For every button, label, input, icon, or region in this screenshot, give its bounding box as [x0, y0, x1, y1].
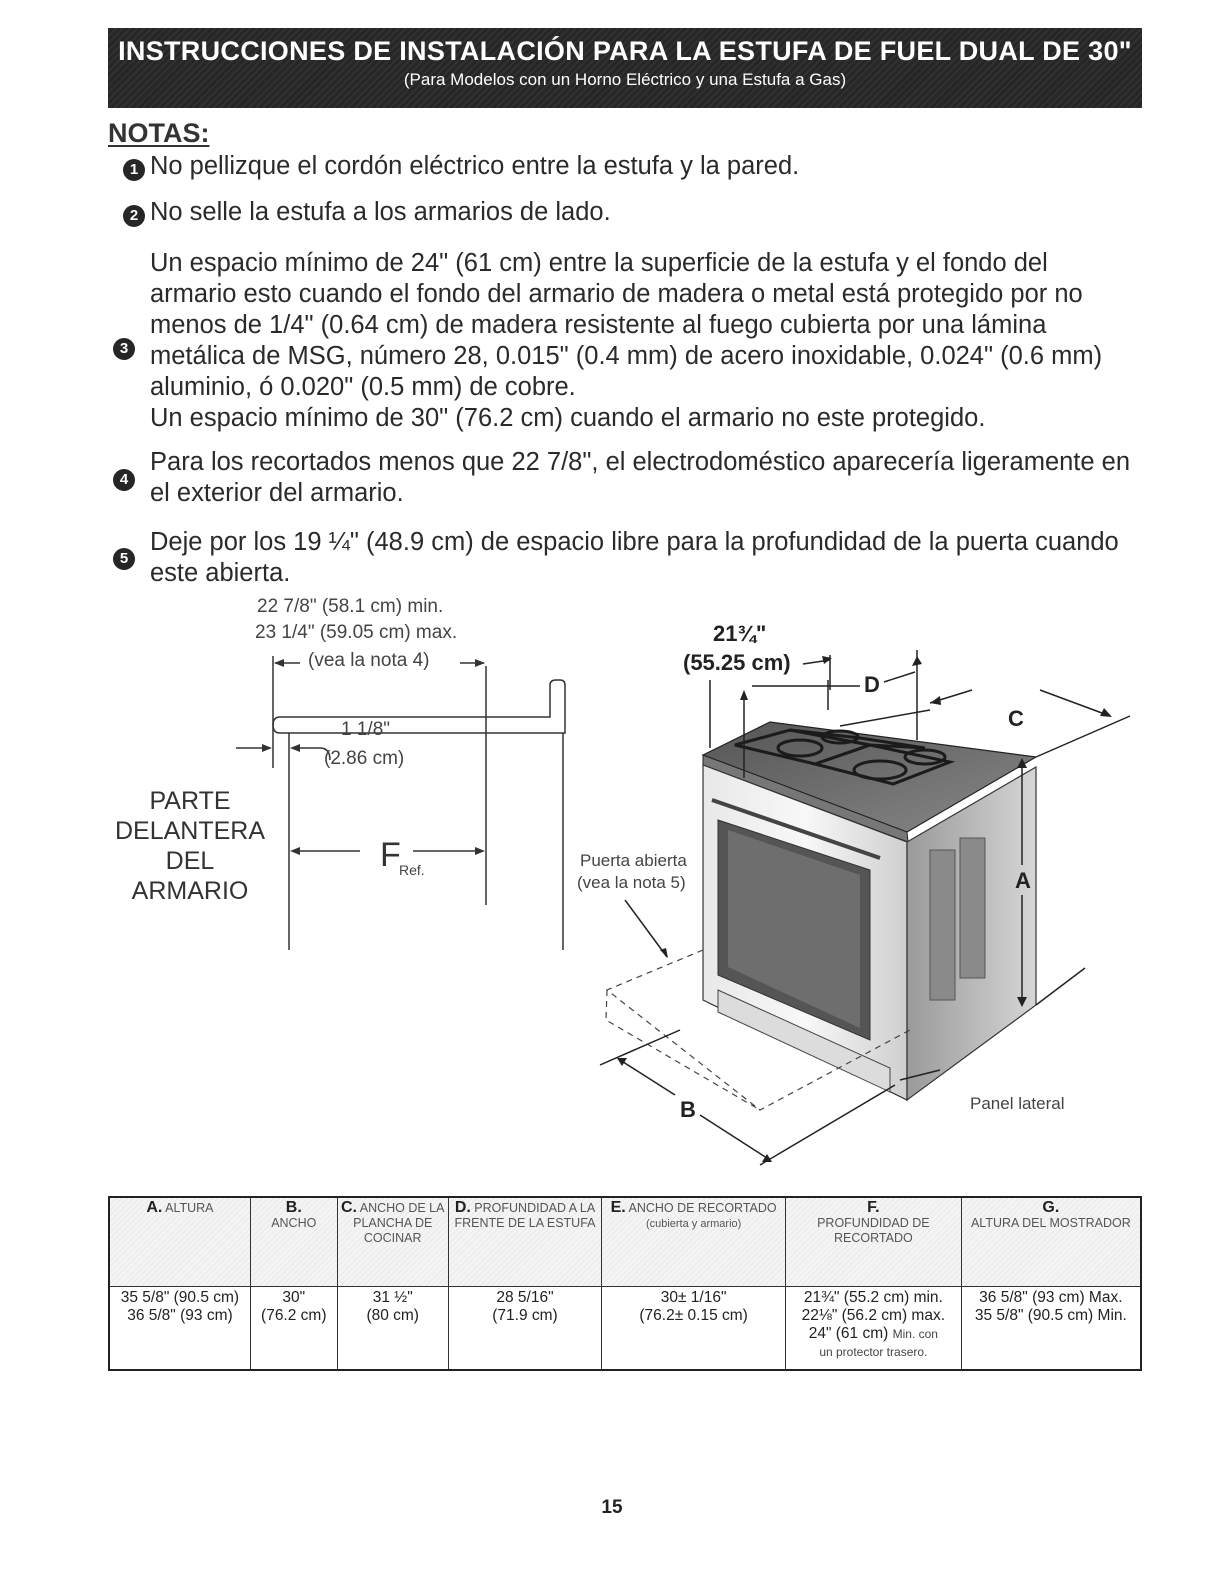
notes-heading: NOTAS:	[108, 118, 210, 148]
cell-d: 28 5/16" (71.9 cm)	[448, 1287, 601, 1371]
overhang-inch-label: 1 1/8"	[341, 719, 391, 740]
dimensions-table	[108, 1196, 1142, 1371]
page-number: 15	[601, 1497, 623, 1518]
f-ref-label: Ref.	[399, 862, 425, 878]
note-3-text: Un espacio mínimo de 24" (61 cm) entre la superficie de la estufa y el fondo del armario esto cuando el fondo del armario de madera o metal está protegido por no menos de 1/4" (0.64 cm) de madera resistente al fuego cubierta por una lámina metálica de MSG, número 28, 0.015" (0.4 mm) de acero inoxidable, 0.024" (0.6 mm) aluminio, ó 0.020" (0.5 mm) de cobre.	[150, 249, 1103, 401]
cell-f: 21¾" (55.2 cm) min. 22⅛" (56.2 cm) max. 24" (61 cm) Min. con un protector trasero.	[786, 1287, 962, 1371]
dimension-d-letter: D	[864, 672, 880, 697]
side-panel-label: Panel lateral	[970, 1094, 1065, 1113]
overhang-cm-label: (2.86 cm)	[324, 748, 405, 769]
cutout-min-label: 22 7/8" (58.1 cm) min.	[257, 596, 444, 617]
table-row	[109, 1287, 1141, 1371]
door-open-label: Puerta abierta	[580, 851, 687, 870]
header-e: E. ANCHO DE RECORTADO (cubierta y armario)	[602, 1197, 786, 1287]
table-header-row	[109, 1197, 1141, 1287]
dimension-b-letter: B	[680, 1097, 696, 1122]
header-f: F. PROFUNDIDAD DE RECORTADO	[786, 1197, 962, 1287]
see-note-4-label: (vea la nota 4)	[308, 650, 430, 671]
cabinet-front-label: PARTE DELANTERA DEL ARMARIO	[114, 787, 266, 905]
header-d: D. PROFUNDIDAD A LA FRENTE DE LA ESTUFA	[448, 1197, 601, 1287]
note-5: Deje por los 19 ¼" (48.9 cm) de espacio libre para la profundidad de la puerta cuando este abierta.	[150, 528, 1119, 587]
header-c: C. ANCHO DE LA PLANCHA DE COCINAR	[337, 1197, 448, 1287]
header-b: B. ANCHO	[250, 1197, 337, 1287]
note-3-text-unprotected: Un espacio mínimo de 30" (76.2 cm) cuando el armario no este protegido.	[150, 404, 986, 432]
note-number-4: 4	[113, 469, 135, 491]
dimension-a-letter: A	[1015, 868, 1031, 893]
note-number-3: 3	[113, 338, 135, 360]
header-a: A. ALTURA	[109, 1197, 250, 1287]
door-note-label: (vea la nota 5)	[577, 873, 686, 892]
note-number-2: 2	[123, 205, 145, 227]
dimension-c-letter: C	[1008, 706, 1024, 731]
cell-a: 35 5/8" (90.5 cm) 36 5/8" (93 cm)	[109, 1287, 250, 1371]
f-dimension-letter: F	[380, 836, 401, 874]
cell-b: 30" (76.2 cm)	[250, 1287, 337, 1371]
note-2: No selle la estufa a los armarios de lado.	[150, 198, 611, 226]
page-subtitle: (Para Modelos con un Horno Eléctrico y una Estufa a Gas)	[403, 70, 847, 89]
header-g: G. ALTURA DEL MOSTRADOR	[961, 1197, 1141, 1287]
cell-g: 36 5/8" (93 cm) Max. 35 5/8" (90.5 cm) Min.	[961, 1287, 1141, 1371]
note-number-5: 5	[113, 548, 135, 570]
note-number-1: 1	[123, 159, 145, 181]
note-1: No pellizque el cordón eléctrico entre la estufa y la pared.	[150, 152, 800, 180]
cutout-max-label: 23 1/4" (59.05 cm) max.	[255, 622, 458, 643]
cell-e: 30± 1/16" (76.2± 0.15 cm)	[602, 1287, 786, 1371]
depth-cm-label: (55.25 cm)	[683, 650, 791, 675]
page-title: INSTRUCCIONES DE INSTALACIÓN PARA LA ESTUFA DE FUEL DUAL DE 30"	[118, 36, 1132, 66]
cell-c: 31 ½" (80 cm)	[337, 1287, 448, 1371]
depth-inch-label: 21¾"	[713, 621, 767, 646]
note-4: Para los recortados menos que 22 7/8", el electrodoméstico aparecería ligeramente en el exterior del armario.	[150, 448, 1131, 507]
